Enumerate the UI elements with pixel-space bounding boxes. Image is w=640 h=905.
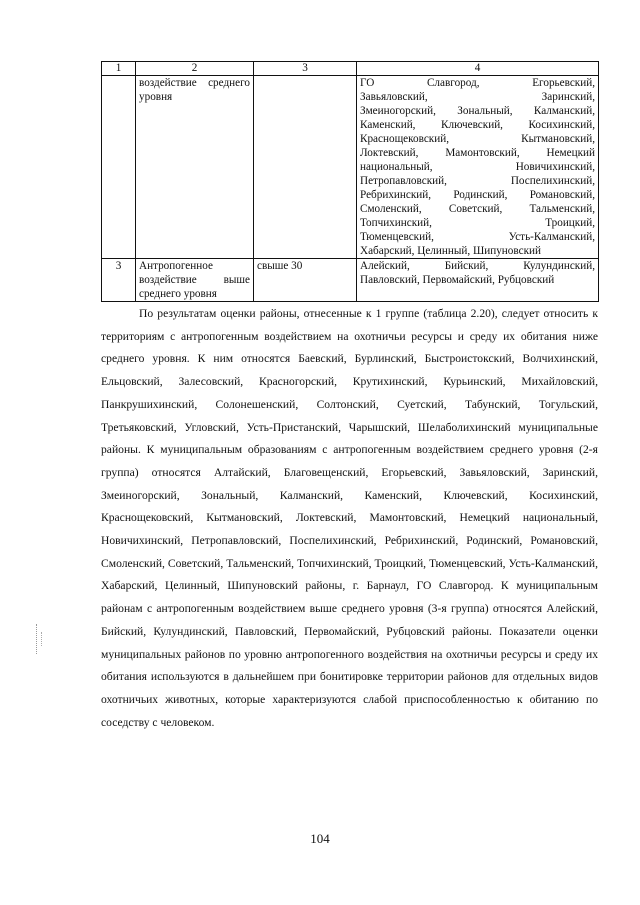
- districts-line: Завьяловский, Заринский,: [360, 91, 595, 103]
- districts-line: Хабарский, Целинный, Шипуновский: [360, 245, 541, 257]
- body-paragraph: По результатам оценки районы, отнесенные к 1 группе (таблица 2.20), следует относить к территориям с антропогенным воздействием на охотничьи ресурсы и среду их обитания ниже среднего уровня. К ним относятся Баевский, Бурлинский, Быстроистокский, Волчихинский, Ельцовский, Залесовский, Красногорский, Крутихинский, Курьинский, Михайловский, Панкрушихинский, Солонешенский, Солтонский, Суетский, Табунский, Тогульский, Третьяковский, Угловский, Усть-Пристанский, Чарышский, Шелаболихинский муниципальные районы. К муниципальным образованиям с антропогенным воздействием среднего уровня (2-я группа) относятся Алтайский, Благовещенский, Егорьевский, Завьяловский, Заринский, Змеиногорский, Зональный, Калманский, Каменский, Ключевский, Косихинский, Краснощековский, Кытмановский, Локтевский, Мамонтовский, Немецкий национальный, Новичихинский, Петропавловский, Поспелихинский, Ребрихинский, Родинский, Романовский, Смоленский, Советский, Тальменский, Топчихинский, Троицкий, Тюменцевский, Усть-Калманский, Хабарский, Целинный, Шипуновский районы, г. Барнаул, ГО Славгород. К муниципальным районам с антропогенным воздействием выше среднего уровня (3-я группа) относятся Алейский, Бийский, Кулундинский, Павловский, Первомайский, Рубцовский районы. Показатели оценки муниципальных районов по уровню антропогенного воздействия на охотничьи ресурсы и среду их обитания используются в дальнейшем при бонитировке территории районов для отдельных видов охотничьих животных, которые характеризуются слабой приспособленностью к обитанию по соседству с человеком.: [101, 307, 598, 729]
- districts-line: Ребрихинский, Родинский, Романовский,: [360, 189, 595, 201]
- impact-level-cell: Антропогенное воздействие выше среднего уровня: [136, 259, 254, 302]
- column-header: 2: [136, 62, 254, 76]
- districts-line: Локтевский, Мамонтовский, Немецкий: [360, 147, 595, 159]
- districts-cell: [357, 76, 599, 259]
- value-cell: свыше 30: [254, 259, 357, 302]
- districts-line: Алейский, Бийский, Кулундинский,: [360, 260, 595, 272]
- page-number: 104: [310, 831, 330, 846]
- column-header: 1: [102, 62, 136, 76]
- column-header: 4: [357, 62, 599, 76]
- districts-line: ГО Славгород, Егорьевский,: [360, 77, 595, 89]
- districts-line: национальный, Новичихинский,: [360, 161, 595, 173]
- districts-line: Петропавловский, Поспелихинский,: [360, 175, 595, 187]
- group-number-cell: 3: [102, 259, 136, 302]
- impact-level-cell: воздействие среднего уровня: [136, 76, 254, 259]
- district-groups-table: [101, 61, 599, 302]
- districts-line: Краснощековский, Кытмановский,: [360, 133, 595, 145]
- column-header: 3: [254, 62, 357, 76]
- scan-margin-mark: [36, 624, 38, 654]
- districts-line: Топчихинский, Троицкий,: [360, 217, 595, 229]
- districts-line: Каменский, Ключевский, Косихинский,: [360, 119, 595, 131]
- table-row: [102, 259, 599, 302]
- districts-line: Смоленский, Советский, Тальменский,: [360, 203, 595, 215]
- scan-margin-mark: [41, 632, 43, 646]
- districts-line: Тюменцевский, Усть-Калманский,: [360, 231, 595, 243]
- table-row: [102, 76, 599, 259]
- districts-line: Павловский, Первомайский, Рубцовский: [360, 274, 555, 286]
- table-header-row: [102, 62, 599, 76]
- group-number-cell: [102, 76, 136, 259]
- districts-line: Змеиногорский, Зональный, Калманский,: [360, 105, 595, 117]
- districts-cell: [357, 259, 599, 302]
- value-cell: [254, 76, 357, 259]
